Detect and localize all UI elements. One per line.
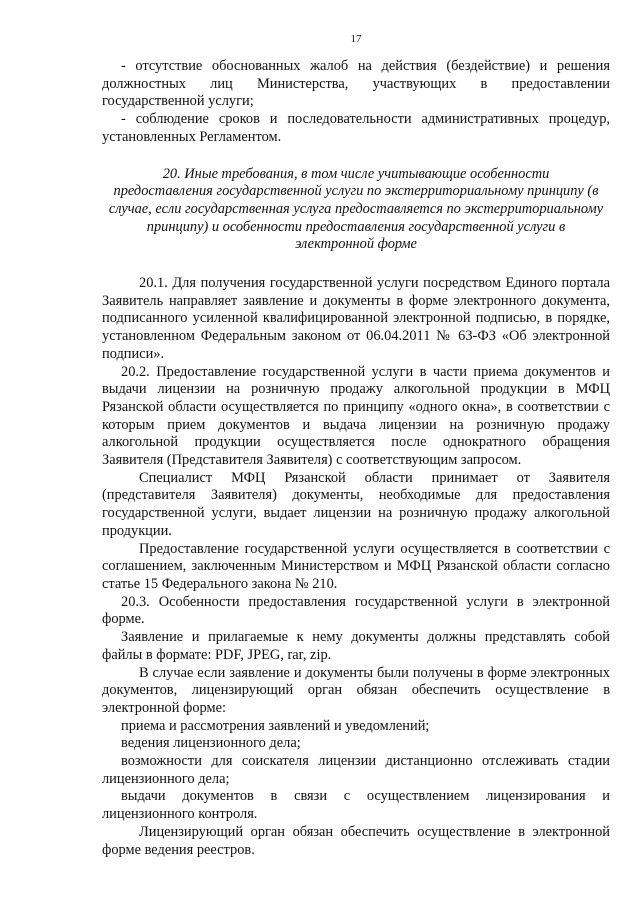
section-heading: [102, 166, 610, 255]
body-paragraph: ведения лицензионного дела;: [121, 735, 301, 752]
body-paragraph: возможности для соискателя лицензии дистанционно отслеживать стадии лицензионного дела;: [102, 753, 610, 787]
page-number: 17: [350, 33, 362, 45]
body-paragraph: Предоставление государственной услуги осуществляется в соответствии с соглашением, заключенным Министерством и МФЦ Рязанской области согласно статье 15 Федерального закона № 210.: [102, 540, 610, 592]
body-paragraph: Специалист МФЦ Рязанской области принимает от Заявителя (представителя Заявителя) документы, необходимые для предоставления государственной услуги, выдает лицензии на розничную продажу алкогольной продукции.: [102, 469, 610, 539]
section-heading-line: предоставления государственной услуги по экстерриториальному принципу (в: [113, 183, 599, 200]
intro-paragraph: - отсутствие обоснованных жалоб на действия (бездействие) и решения должностных лиц Министерства, участвующих в предоставлении государственной услуги;: [102, 58, 610, 110]
section-heading-line: электронной форме: [295, 236, 417, 253]
body-paragraph: Лицензирующий орган обязан обеспечить осуществление в электронной форме ведения реестров.: [102, 823, 610, 858]
body-paragraph: приема и рассмотрения заявлений и уведомлений;: [121, 717, 430, 734]
body-paragraph: выдачи документов в связи с осуществлением лицензирования и лицензионного контроля.: [102, 788, 610, 823]
body-paragraph: 20.1. Для получения государственной услуги посредством Единого портала Заявитель направляет заявление и документы в форме электронного документа, подписанного усиленной квалифицированной электронной подписью, в порядке, установленном Федеральным законом от 06.04.2011 № 63-ФЗ «Об электронной подписи».: [102, 275, 610, 362]
body-paragraph: 20.3. Особенности предоставления государственной услуги в электронной форме.: [102, 593, 610, 628]
body-paragraph: Заявление и прилагаемые к нему документы должны представлять собой файлы в формате: PDF, JPEG, rar, zip.: [102, 629, 610, 663]
section-heading-line: принципу) и особенности предоставления государственной услуги в: [146, 218, 566, 235]
section-heading-line: случае, если государственная услуга предоставляется по экстерриториальному: [108, 200, 604, 217]
body-paragraph: 20.2. Предоставление государственной услуги в части приема документов и выдачи лицензии на розничную продажу алкогольной продукции в МФЦ Рязанской области осуществляется по принципу «одного окна», в соответствии с которым прием документов и выдача лицензии на розничную продажу алкогольной продукции осуществляется после однократного обращения Заявителя (Представителя Заявителя) с соответствующим запросом.: [102, 363, 610, 469]
intro-paragraph: - соблюдение сроков и последовательности административных процедур, установленных Регламентом.: [102, 111, 610, 145]
section-heading-line: 20. Иные требования, в том числе учитывающие особенности: [162, 165, 550, 182]
document-body: [102, 58, 610, 859]
body-paragraph: В случае если заявление и документы были получены в форме электронных документов, лицензирующий орган обязан обеспечить осуществление в электронной форме:: [102, 664, 610, 716]
